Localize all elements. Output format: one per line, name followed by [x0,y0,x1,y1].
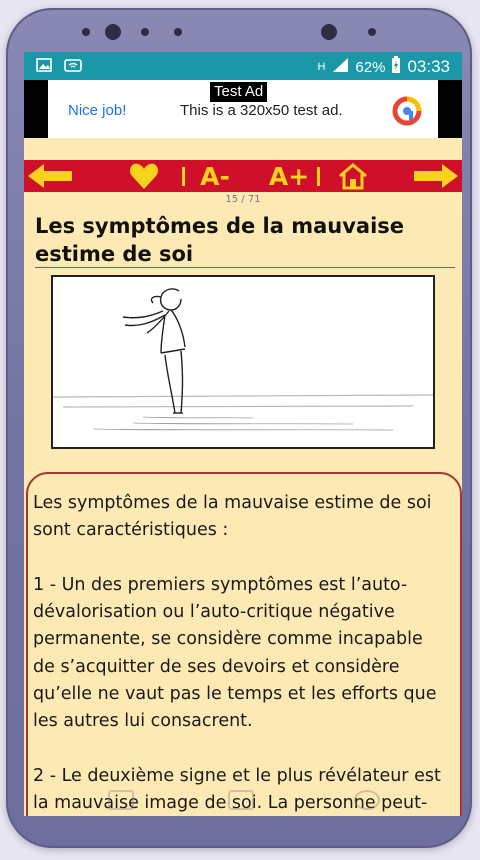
article-line: Les symptômes de la mauvaise estime de soi [33,493,432,513]
increase-font-button[interactable] [269,160,309,192]
reader-toolbar [24,160,462,192]
page-counter: 15 / 71 [225,194,261,205]
ad-letterbox-right [438,80,462,138]
battery-charging-icon [391,56,401,78]
proximity-sensor [321,24,337,40]
gallery-icon [36,57,52,77]
home-nav-icon[interactable] [228,790,254,810]
home-icon [337,162,369,190]
increase-font-label: A+ [268,161,310,191]
article-line: la mauvaise image de soi. La personne peut- [33,793,428,814]
ad-letterbox-left [24,80,48,138]
status-bar [24,52,462,80]
article-body [33,490,457,816]
arrow-right-icon [412,163,460,189]
ad-headline[interactable]: Nice job! [68,102,127,119]
article-line: sont caractéristiques : [33,520,229,541]
article-line: les autres lui consacrent. [33,711,253,732]
back-nav-icon[interactable] [108,790,134,810]
toolbar-separator [317,167,320,186]
home-button[interactable] [333,160,373,192]
favorite-button[interactable] [127,160,161,192]
sensor-dot [82,28,90,36]
sensor-dot [174,28,182,36]
decrease-font-button[interactable] [195,160,235,192]
article-line: qu’elle ne vaut pas le temps et les efforts que [33,684,437,705]
article-line: permanente, se considère comme incapable [33,629,423,650]
ad-body-text[interactable]: This is a 320x50 test ad. [180,102,343,119]
toolbar-separator [182,167,185,186]
article-title: Les symptômes de la mauvaise estime de soi [35,214,405,266]
network-type-label: H [317,61,326,73]
admob-logo-icon[interactable] [392,96,422,126]
front-camera [105,24,121,40]
heart-icon [129,162,159,190]
phone-sensors [0,22,480,42]
ad-label: Test Ad [210,82,267,102]
signal-icon [331,57,349,77]
article-line: de s’acquitter de ses devoirs et considère [33,656,400,677]
article-illustration [51,275,435,449]
title-divider [35,267,455,268]
next-page-button[interactable] [410,160,462,192]
clock-time: 03:33 [407,57,450,76]
sensor-dot [368,28,376,36]
arrow-left-icon [26,163,74,189]
article-line: 2 - Le deuxième signe et le plus révélateur est [33,765,441,786]
sensor-dot [141,28,149,36]
article-body-card [26,472,462,816]
wifi-router-icon [64,57,82,77]
article-line: dévalorisation ou l’auto-critique négative [33,602,395,623]
article-line: 1 - Un des premiers symptômes est l’auto- [33,574,408,595]
battery-percent: 62% [355,58,386,76]
recents-nav-icon[interactable] [354,790,380,810]
ad-banner[interactable] [24,80,462,138]
previous-page-button[interactable] [24,160,76,192]
app-screen [24,52,462,816]
decrease-font-label: A- [200,161,230,191]
